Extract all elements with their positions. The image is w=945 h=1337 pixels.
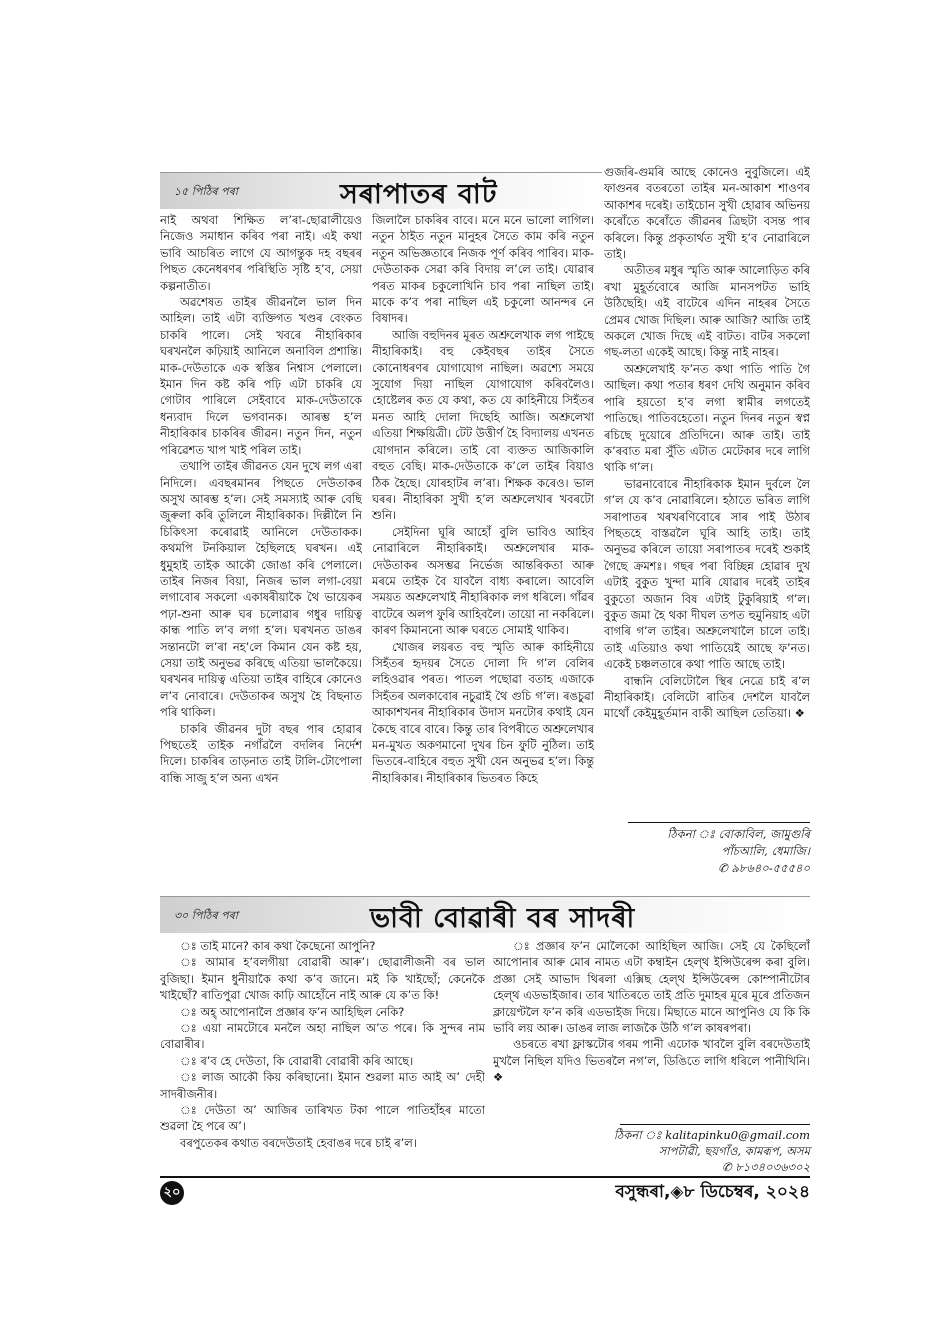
paragraph: ঃ আমাৰ হ’বলগীয়া বোৱাৰী আৰু’। ছোৱালীজনী বৰ ভাল বুজিছা। ইমান ধুনীয়াকৈ কথা ক’ব জানে। মই কি খাইছোঁ; কেনেকৈ খাইছোঁ? ৰাতিপুৱা খোজ কাঢ়ি আহোঁনে নাই আৰু যে ক’ত কি! — [160, 955, 485, 1003]
paragraph: নাই অথবা শিক্ষিত ল’ৰা-ছোৱালীয়েও নিজেও সমাধান কৰিব পৰা নাই। এই কথা ভাবি আচৰিত লাগে যে আগন্তুক দহ বছৰৰ পিছত কেনেধৰণৰ পৰিস্থিতি সৃষ্টি হ’ব, সেয়া কল্পনাতীত। — [160, 213, 362, 293]
footer-rule — [160, 1176, 810, 1178]
article1-title: সৰাপাতৰ বাট — [340, 179, 498, 210]
phone-number: ✆ ৯৮৬৪০-৫৫৫৪০ — [718, 861, 810, 875]
paragraph: ঃ ৰ’ব হে দেউতা, কি বোৱাৰী বোৱাৰী কৰি আছে। — [180, 1053, 414, 1068]
page-number: ২০ — [163, 1185, 181, 1200]
paragraph: ঃ লাজ আকৌ কিয় কৰিছানো। ইমান শুৱলা মাত আই অ’ দেহী সাদৰীজনীৰ। — [160, 1070, 485, 1101]
address-line: সাপটাৱী, ছয়গাঁও, কামৰূপ, অসম — [658, 1144, 810, 1158]
email-address: ঠিকনা ঃ kalitapinku0@gmail.com — [613, 1128, 810, 1142]
paragraph: ওচৰতে ৰখা ফ্লাস্কটোৰ গৰম পানী এঢোক খাবলৈ বুলি বৰদেউতাই মুখলৈ নিছিল যদিও ভিতৰলৈ নগ’ল, ডিঙিতে লাগি ধৰিলে পানীখিনি। ❖ — [493, 1037, 810, 1085]
paragraph: ঃ তাই মানে? কাৰ কথা কৈছেনো আপুনি? — [180, 939, 376, 953]
page-number-badge — [160, 1181, 184, 1205]
paragraph: তথাপি তাইৰ জীৱনত যেন দুখে লগ এৰা নিদিলে। এবছৰমানৰ পিছতে দেউতাকৰ অসুখ আৰম্ভ হ’ল। সেই সমস্যাই আৰু বেছি জুৰুলা কৰি তুলিলে নীহাৰিকাক। দিল্লীলৈ নি চিকিৎসা কৰোৱাই আনিলে দেউতাকক। কথমপি টনকিয়াল হৈছিলহে ঘৰখন। এই ধুমুহাই তাইক আকৌ জোঙা কৰি পেলালে। তাইৰ নিজৰ বিয়া, নিজৰ ভাল লগা-বেয়া লগাবোৰ সকলো একাষৰীয়াকৈ থৈ ভায়েকৰ পঢ়া-শুনা আৰু ঘৰ চলোৱাৰ গধুৰ দায়িত্ব কান্ধ পাতি ল’ব লগা হ’ল। ঘৰখনত ডাঙৰ সন্তানটো ল’ৰা নহ’লে কিমান যেন কষ্ট হয়, সেয়া তাই অনুভৱ কৰিছে এতিয়া ভালকৈয়ে। ঘৰখনৰ দায়িত্ব এতিয়া তাইৰ বাহিৰে কোনেও ল’ব নোবাৰে। দেউতাকৰ অসুখ হৈ বিছনাত পৰি থাকিল। — [160, 459, 362, 720]
paragraph: গুজৰি-গুমৰি আছে কোনেও নুবুজিলে। এই ফাগুনৰ বতৰতো তাইৰ মন-আকাশ শাওণৰ আকাশৰ দৰেই। তাইচোন সুখী হোৱাৰ অভিনয় কৰোঁতে কৰোঁতে জীৱনৰ ত্ৰিছটা বসন্ত পাৰ কৰিলে। কিন্তু প্ৰকৃতাৰ্থত সুখী হ’ব নোৱাৰিলে তাই। — [604, 165, 810, 262]
article1-column-3 — [604, 164, 810, 820]
article1-title-banner — [160, 172, 602, 209]
phone-number: ✆ ৮১৩৪০৩৬৩০২ — [721, 1160, 810, 1174]
signature-divider — [620, 1124, 810, 1125]
article2-column-1 — [160, 938, 485, 1178]
address-line: ঠিকনা ঃ বোকাবিল, জামুগুৰি — [667, 827, 810, 841]
paragraph: ঃ এয়া নামটোৰে মনলৈ অহা নাছিল অ’ত পৰে। কি সুন্দৰ নাম বোৱাৰীৰ। — [160, 1021, 485, 1052]
paragraph: সেইদিনা ঘূৰি আহোঁ বুলি ভাবিও আহিব নোৱাৰিলে নীহাৰিকাই। অশ্ৰুলেখাৰ মাক-দেউতাকৰ অসম্ভৱ নিৰ্ভেজ আন্তৰিকতা আৰু মৰমে তাইক বৈ যাবলৈ বাধ্য কৰালে। আবেলি সময়ত অশ্ৰুলেখাই নীহাৰিকাক লগ ধৰিলে। গাঁৱৰ বাটেৰে অলপ ফুৰি আহিবলৈ। তায়ো না নকৰিলে। কাৰণ কিমাননো আৰু ঘৰতে সোমাই থাকিব। — [372, 524, 594, 638]
paragraph: জিলালৈ চাকৰিৰ বাবে। মনে মনে ভালো লাগিল। নতুন ঠাইত নতুন মানুহৰ সৈতে কাম কৰি নতুন নতুন অভিজ্ঞতাৰে নিজক পূৰ্ণ কৰিব পাৰিব। মাক-দেউতাকক সেৱা কৰি বিদায় ল’লে তাই। যোৱাৰ পৰত মাকৰ চকুলোখিনি চাব পৰা নাছিল তাই। মাকে ক’ব পৰা নাছিল এই চকুলো আনন্দৰ নে বিষাদৰ। — [372, 213, 594, 326]
paragraph: খোজৰ লয়ৰত বহু স্মৃতি আৰু কাহিনীয়ে সিহঁতৰ হৃদয়ৰ সৈতে দোলা দি গ’ল বেলিৰ লহিওৱাৰ পৰত। পাতল পছোৱা বতাহ এজাকে সিহঁতৰ অলকাবোৰ নচুৱাই থৈ গুচি গ’ল। ৰঙচুৱা আকাশখনৰ নীহাৰিকাৰ উদাস মনটোৰ কথাই যেন কৈছে বাৰে বাৰে। কিন্তু তাৰ বিপৰীতে অশ্ৰুলেখাৰ মন-মুখত অকণমানো দুখৰ চিন ফুটি নুঠিল। তাই ভিতৰে-বাহিৰে বহুত সুখী যেন অনুভৱ হ’ল। কিন্তু নীহাৰিকাৰ। নীহাৰিকাৰ ভিতৰত কিহে — [372, 639, 594, 785]
paragraph: বান্ধনি বেলিটোলৈ স্থিৰ নেত্ৰে চাই ৰ’ল নীহাৰিকাই। বেলিটো ৰাতিৰ দেশলৈ যাবলৈ মাথোঁ কেইমুহূৰ্তমান বাকী আছিল তেতিয়া। ❖ — [604, 673, 810, 721]
paragraph: ভাৱনাবোৰে নীহাৰিকাক ইমান দুৰ্বলে লৈ গ’ল যে ক’ব নোৱাৰিলে। হঠাতে ভৰিত লাগি সৰাপাতৰ খৰখৰণিবোৰে সাৰ পাই উঠাৰ পিছতহে বাস্তৱলৈ ঘূৰি আহি তাই। তাই অনুভৱ কৰিলে তায়ো সৰাপাতৰ দৰেই শুকাই গৈছে ক্ৰমশঃ। গছৰ পৰা বিচ্ছিন্ন হোৱাৰ দুখ এটাই বুকুত খুন্দা মাৰি যোৱাৰ দৰেই তাইৰ বুকুতো অজান বিষ এটাই টুকুৰিয়াই গ’ল। বুকুত জমা হৈ থকা দীঘল তপত হুমুনিয়াহ এটা বাগৰি গ’ল তাইৰ। অশ্ৰুলেখালৈ চালে তাই। তাই এতিয়াও কথা পাতিয়েই আছে ফ’নত। একেই চঞ্চলতাৰে কথা পাতি আছে তাই। — [604, 476, 810, 672]
paragraph: আজি বহুদিনৰ মূৰত অশ্ৰুলেখাক লগ পাইছে নীহাৰিকাই। বহু কেইবছৰ তাইৰ সৈতে কোনোধৰণৰ যোগাযোগ নাছিল। অৱশ্যে সময়ে সুযোগ দিয়া নাছিল যোগাযোগ কৰিবলৈও। হোষ্টেলৰ কত যে কথা, কত যে কাহিনীয়ে সিহঁতৰ মনত আহি দোলা দিছেহি আজি। অশ্ৰুলেখা এতিয়া শিক্ষয়িত্ৰী। টেট উত্তীৰ্ণ হৈ বিদ্যালয় এখনত যোগদান কৰিলে। তাই বো ব্যক্তত আজিকালি বহুত বেছি। মাক-দেউতাকে ক’লে তাইৰ বিয়াও ঠিক হৈছে। যোৰহাটৰ ল’ৰা। শিক্ষক কৰেও। ভাল ঘৰৰ। নীহাৰিকা সুখী হ’ল অশ্ৰুলেখাৰ খবৰটো শুনি। — [372, 327, 594, 523]
paragraph: চাকৰি জীৱনৰ দুটা বছৰ পাৰ হোৱাৰ পিছতেই তাইক নগাঁৱলৈ বদলিৰ নিৰ্দেশ দিলে। চাকৰিৰ তাড়নাত তাই টালি-টোপোলা বান্ধি সাজু হ’ল অন্য এখন — [160, 721, 362, 785]
article1-column-1 — [160, 212, 362, 872]
article2-title: ভাবী বোৱাৰী বৰ সাদৰী — [370, 903, 636, 934]
paragraph: বৰপুতেকৰ কথাত বৰদেউতাই হেবাঙৰ দৰে চাই ৰ’ল। — [180, 1135, 417, 1150]
article2-title-banner — [160, 896, 810, 933]
article2-author-address — [540, 1127, 810, 1175]
article1-author-address — [604, 826, 810, 877]
paragraph: অশ্ৰুলেখাই ফ’নত কথা পাতি পাতি গৈ আছিল। কথা পতাৰ ধৰণ দেখি অনুমান কৰিব পাৰি হয়তো হ’ব লগা স্বামীৰ লগতেই পাতিছে। পাতিবহেতো। নতুন দিনৰ নতুন স্বপ্ন ৰচিছে দুয়োৰে প্ৰতিদিনে। আৰু তাই। তাই ক’ৰবাত মৰা সুঁতি এটাত মেটেকাৰ দৰে লাগি থাকি গ’ল। — [604, 361, 810, 475]
address-line: পাঁচআলি, ধেমাজি। — [721, 844, 810, 858]
paragraph: ঃ প্ৰজ্ঞাৰ ফ’ন মোলৈকো আহিছিল আজি। সেই যে কৈছিলোঁ আপোনাৰ আৰু মোৰ নামত এটা কম্বাইন হেল্থ ইন্সিউৰেন্স কৰা বুলি। প্ৰজ্ঞা সেই আভাদ থিৰলা এক্সিছ হেল্থ ইন্সিউৰেন্স কোম্পানীটোৰ হেল্থ এডভাইজাৰ। তাৰ খাতিৰতে তাই প্ৰতি দুমাহৰ মূৰে মূৰে প্ৰতিজন ক্লায়েণ্টলৈ ফ’ন কৰি এডভাইজ দিয়ে। মিছাতে মানে আপুনিও যে কি কি ভাবি লয় আৰু। ডাঙৰ লাজ লাজকৈ উঠি গ’ল কাষৰপৰা। — [493, 939, 810, 1036]
article2-continued-from: ৩০ পিঠিৰ পৰা — [174, 909, 238, 922]
article1-column-2 — [372, 212, 594, 872]
paragraph: ঃ অহ্ আপোনালৈ প্ৰজ্ঞাৰ ফ’ন আহিছিল নেকি? — [180, 1004, 405, 1019]
signature-divider — [628, 822, 810, 823]
masthead: বসুন্ধৰা,◈৮ ডিচেম্বৰ, ২০২৪ — [615, 1182, 810, 1202]
paragraph: অৱশেষত তাইৰ জীৱনলৈ ভাল দিন আহিল। তাই এটা ব্যক্তিগত খণ্ডৰ বেংকত চাকৰি পালে। সেই খবৰে নীহাৰিকাৰ ঘৰখনলৈ কঢ়িয়াই আনিলে অনাবিল প্ৰশান্তি। মাক-দেউতাকে এক স্বস্তিৰ নিশ্বাস পেলালে। ইমান দিন কষ্ট কৰি পঢ়ি এটা চাকৰি যে গোটাব পাৰিলে সেইবাবে মাক-দেউতাকে ধন্যবাদ দিলে ভগবানক। আৰম্ভ হ’ল নীহাৰিকাৰ চাকৰিৰ জীৱন। নতুন দিন, নতুন পৰিৱেশত খাপ খাই পৰিল তাই। — [160, 295, 362, 457]
article2-column-2 — [493, 938, 810, 1118]
paragraph: ঃ দেউতা অ’ আজিৰ তাৰিখত টকা পালে পাতিহাঁহৰ মাতো শুৱলা হৈ পৰে অ’। — [160, 1103, 485, 1134]
article1-continued-from: ১৫ পিঠিৰ পৰা — [174, 185, 238, 198]
paragraph: অতীতৰ মধুৰ স্মৃতি আৰু আলোড়িত কৰি ৰখা মুহূৰ্তবোৰে আজি মানসপটত ভাহি উঠিছেহি। এই বাটেৰে এদিন নাহৰৰ সৈতে প্ৰেমৰ খোজ দিছিল। আৰু আজি? আজি তাই অকলে খোজ দিছে এই বাটত। বাটৰ সকলো গছ-লতা একেই আছে। কিন্তু নাই নাহৰ। — [604, 263, 810, 360]
